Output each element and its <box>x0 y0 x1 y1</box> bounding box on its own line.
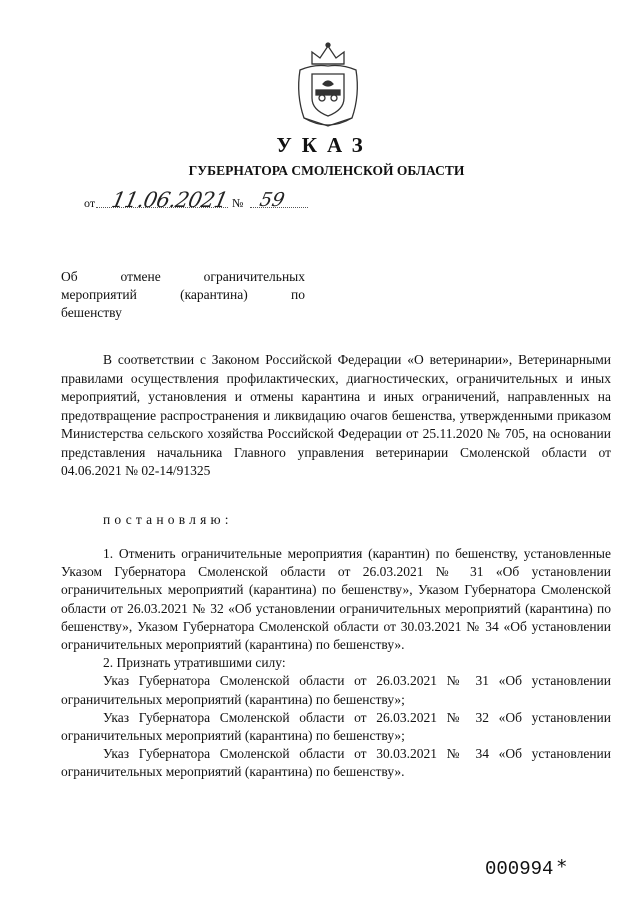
document-title: УКАЗ <box>276 133 373 157</box>
preamble-block <box>61 351 611 481</box>
item-2: 2. Признать утратившими силу: <box>103 655 286 671</box>
coat-of-arms-emblem <box>290 40 366 130</box>
item-1: 1. Отменить ограничительные мероприятия (карантин) по бешенству, установленные Указом Губернатора Смоленской области от 26.03.2021 № 31 «Об установлении ограничительных мероприятий (карантина) по бешенству», Указом Губернатора Смоленской области от 26.03.2021 № 32 «Об установлении ограничительных мероприятий (карантина) по бешенству», Указом Губернатора Смоленской области от 30.03.2021 № 34 «Об установлении ограничительных мероприятий (карантина) по бешенству». <box>61 546 611 653</box>
document-serial-number: 000994 <box>485 858 554 880</box>
serial-mark: * <box>557 856 567 878</box>
subject-line: бешенству <box>61 305 122 320</box>
document-subject <box>61 268 305 322</box>
number-label: № <box>232 196 244 210</box>
document-subtitle: ГУБЕРНАТОРА СМОЛЕНСКОЙ ОБЛАСТИ <box>188 163 465 178</box>
repealed-item: Указ Губернатора Смоленской области от 26.03.2021 № 32 «Об установлении ограничительных мероприятий (карантина) по бешенству»; <box>61 709 611 744</box>
date-from-label: от <box>84 196 96 210</box>
decree-items <box>61 545 611 782</box>
decree-word: постановляю: <box>103 512 233 527</box>
preamble-paragraph: В соответствии с Законом Российской Федерации «О ветеринарии», Ветеринарными правилами осуществления профилактических, диагностических, ограничительных и иных мероприятий, установления и отмены карантина и иных ограничений, направленных на предотвращение распространения и ликвидацию очагов бешенства, утвержденными приказом Министерства сельского хозяйства Российской Федерации от 25.11.2020 № 705, на основании представления начальника Главного управления ветеринарии Смоленской области от 04.06.2021 № 02-14/91325 <box>61 352 611 478</box>
handwritten-number: 59 <box>257 189 287 211</box>
subject-line: мероприятий (карантина) по <box>61 287 305 302</box>
repealed-item: Указ Губернатора Смоленской области от 26.03.2021 № 31 «Об установлении ограничительных мероприятий (карантина) по бешенству»; <box>61 673 611 707</box>
handwritten-date: 11.06.2021 <box>109 188 230 212</box>
repealed-item: Указ Губернатора Смоленской области от 30.03.2021 № 34 «Об установлении ограничительных мероприятий (карантина) по бешенству». <box>61 746 611 780</box>
subject-line: Об отмене ограничительных <box>61 269 305 284</box>
date-number-line <box>84 190 324 212</box>
